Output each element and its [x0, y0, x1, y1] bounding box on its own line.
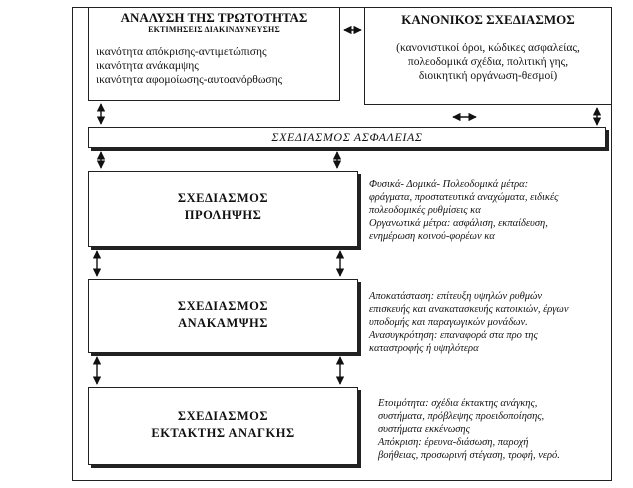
- prevention-description: Φυσικά- Δομικά- Πολεοδομικά μέτρα: φράγματα, προστατευτικά αναχώματα, ειδικές πολεοδομικές ρυθμίσεις κα Οργανωτικά μέτρα: ασφάλιση, εκπαίδευση, ενημέρωση κοινού-φορέων κα: [369, 179, 559, 242]
- recovery-planning-box: [88, 279, 358, 353]
- vulnerability-item: ικανότητα απόκρισης-αντιμετώπισης: [96, 46, 267, 58]
- vulnerability-item: ικανότητα ανάκαμψης: [96, 60, 199, 72]
- vulnerability-item: ικανότητα αφομοίωσης-αυτοανόρθωσης: [96, 74, 283, 86]
- regulatory-line: διοικητική οργάνωση-θεσμοί): [418, 70, 558, 82]
- regulatory-line: πολεοδομικά σχέδια, πολιτική γης,: [407, 56, 569, 68]
- emergency-description: Ετοιμότητα: σχέδια έκτακτης ανάγκης, συστήματα, πρόβλεψης προειδοποίησης, συστήματα εκκένωσης Απόκριση: έρευνα-διάσωση, παροχή βοήθειας, προσωρινή στέγαση, τροφή, νερό.: [378, 398, 560, 461]
- regulatory-planning-box: [364, 7, 612, 105]
- safety-planning-bar: [88, 127, 606, 148]
- prevention-planning-box: [88, 171, 358, 247]
- vulnerability-subtitle: ΕΚΤΙΜΗΣΕΙΣ ΔΙΑΚΙΝΔΥΝΕΥΣΗΣ: [148, 25, 280, 34]
- regulatory-title: ΚΑΝΟΝΙΚΟΣ ΣΧΕΔΙΑΣΜΟΣ: [401, 12, 575, 27]
- recovery-title: ΣΧΕΔΙΑΣΜΟΣ ΑΝΑΚΑΜΨΗΣ: [177, 299, 269, 330]
- safety-planning-label: ΣΧΕΔΙΑΣΜΟΣ ΑΣΦΑΛΕΙΑΣ: [271, 130, 423, 144]
- vulnerability-analysis-box: [88, 7, 340, 101]
- prevention-title: ΣΧΕΔΙΑΣΜΟΣ ΠΡΟΛΗΨΗΣ: [177, 191, 269, 222]
- regulatory-line: (κανονιστικοί όροι, κώδικες ασφαλείας,: [396, 42, 580, 54]
- emergency-planning-box: [88, 387, 358, 465]
- vulnerability-title: ΑΝΑΛΥΣΗ ΤΗΣ ΤΡΩΤΟΤΗΤΑΣ: [120, 10, 308, 25]
- emergency-title: ΣΧΕΔΙΑΣΜΟΣ ΕΚΤΑΚΤΗΣ ΑΝΑΓΚΗΣ: [151, 409, 295, 440]
- recovery-description: Αποκατάσταση: επίτευξη υψηλών ρυθμών επισκευής και ανακατασκευής κατοικιών, έργων υποδομής και παραγωγικών μονάδων. Ανασυγκρότηση: επαναφορά στα προ της καταστροφής ή υψηλότερα: [369, 291, 569, 354]
